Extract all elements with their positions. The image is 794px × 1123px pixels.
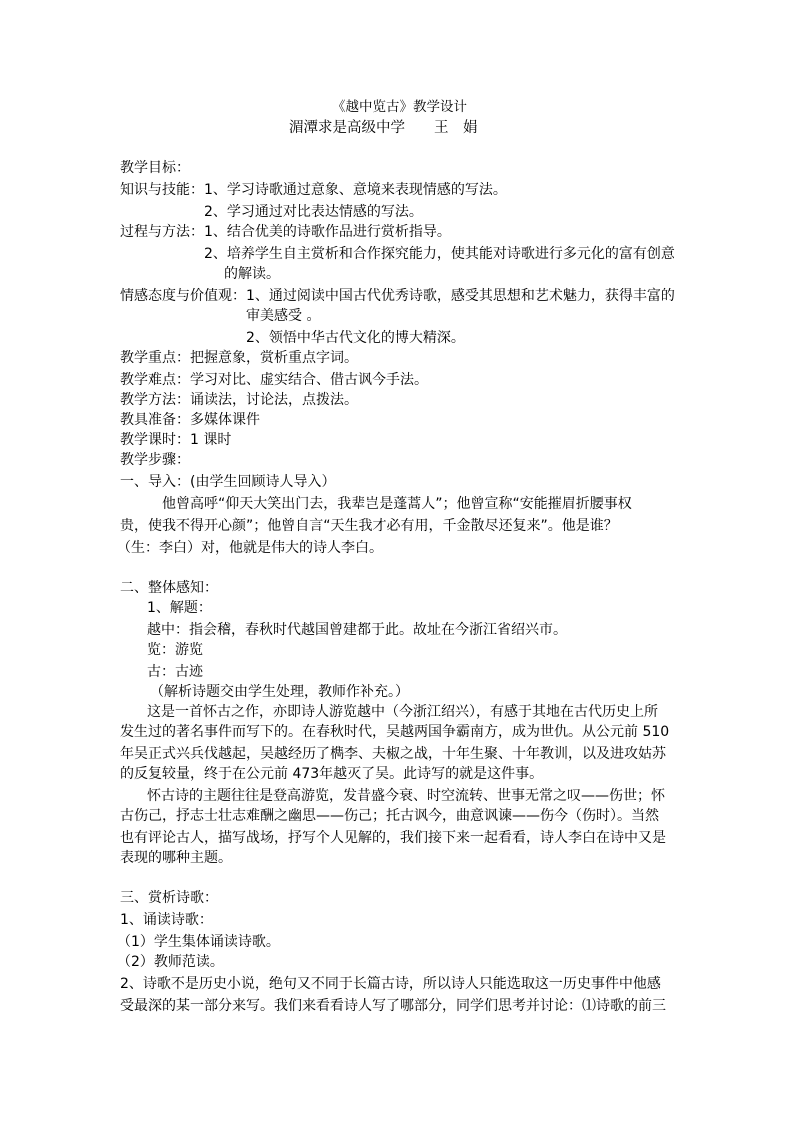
emotion-line-1a: 情感态度与价值观：1、通过阅读中国古代优秀诗歌，感受其思想和艺术魅力，获得丰富的	[120, 288, 675, 304]
lan-line: 览：游览	[147, 642, 203, 658]
difficulty: 教学难点：学习对比、虚实结合、借古讽今手法。	[120, 372, 428, 388]
knowledge-line-2: 2、学习通过对比表达情感的写法。	[204, 204, 423, 220]
objectives-heading: 教学目标：	[120, 160, 190, 176]
intro-line-1: 他曾高呼“仰天大笑出门去，我辈岂是蓬蒿人”；他曾宣称“安能摧眉折腰事权	[162, 496, 632, 512]
yuezhong-line: 越中：指会稽，春秋时代越国曾建都于此。故址在今浙江省绍兴市。	[147, 622, 567, 638]
steps-heading: 教学步骤：	[120, 452, 190, 468]
key-point: 教学重点：把握意象，赏析重点字词。	[120, 350, 358, 366]
hours: 教学课时：1 课时	[120, 432, 232, 448]
process-line-2b: 的解读。	[224, 266, 280, 282]
process-line-1: 过程与方法：1、结合优美的诗歌作品进行赏析指导。	[120, 224, 451, 240]
background-line-3: 年吴正式兴兵伐越起，吴越经历了檇李、夫椒之战，十年生聚、十年教训，以及进攻姑苏	[120, 746, 666, 762]
point2-line-1: 2、诗歌不是历史小说，绝句又不同于长篇古诗，所以诗人只能选取这一历史事件中他感	[120, 976, 661, 992]
tools: 教具准备：多媒体课件	[120, 412, 260, 428]
emotion-line-2: 2、领悟中华古代文化的博大精深。	[246, 330, 465, 346]
theme-line-2: 古伤己，抒志士壮志难酬之幽思——伤己；托古讽今，曲意讽谏——伤今（伤时）。当然	[120, 808, 659, 824]
point2-line-2: 受最深的某一部分来写。我们来看看诗人写了哪部分，同学们思考并讨论：⑴诗歌的前三	[120, 998, 666, 1014]
background-line-2: 发生过的著名事件而写下的。在春秋时代，吴越两国争霸南方，成为世仇。从公元前 510	[120, 724, 670, 740]
section3-heading: 三、赏析诗歌：	[120, 890, 218, 906]
intro-line-2: 贵，使我不得开心颜”；他曾自言“天生我才必有用，千金散尽还复来”。他是谁？	[120, 518, 618, 534]
recite-line: 1、诵读诗歌：	[120, 912, 213, 928]
theme-line-4: 表现的哪种主题。	[120, 850, 232, 866]
background-line-4: 的反复较量，终于在公元前 473年越灭了吴。此诗写的就是这件事。	[120, 766, 544, 782]
recite-item-1: （1）学生集体诵读诗歌。	[117, 934, 280, 950]
process-line-2a: 2、培养学生自主赏析和合作探究能力，使其能对诗歌进行多元化的富有创意	[204, 246, 675, 262]
emotion-line-1b: 审美感受 。	[246, 308, 321, 324]
background-line-1: 这是一首怀古之作，亦即诗人游览越中（今浙江绍兴），有感于其地在古代历史上所	[147, 704, 658, 720]
knowledge-line-1: 知识与技能：1、学习诗歌通过意象、意境来表现情感的写法。	[120, 182, 507, 198]
note-line: （解析诗题交由学生处理，教师作补充。）	[150, 684, 409, 700]
section2-heading: 二、整体感知：	[120, 580, 218, 596]
recite-item-2: （2）教师范读。	[117, 954, 224, 970]
theme-line-1: 怀古诗的主题往往是登高游览，发昔盛今衰、时空流转、世事无常之叹——伤世；怀	[147, 788, 665, 804]
section1-heading: 一、导入：(由学生回顾诗人导入）	[120, 474, 336, 490]
jieti-line: 1、解题：	[147, 600, 212, 616]
intro-line-3: （生：李白）对，他就是伟大的诗人李白。	[117, 540, 383, 556]
gu-line: 古：古迹	[147, 664, 203, 680]
theme-line-3: 也有评论古人，描写战场，抒写个人见解的，我们接下来一起看看，诗人李白在诗中又是	[120, 830, 666, 846]
method: 教学方法：诵读法，讨论法，点拨法。	[120, 392, 358, 408]
author-line: 湄潭求是高级中学 王 娟	[289, 120, 478, 136]
page-title: 《越中览古》教学设计	[332, 99, 467, 115]
